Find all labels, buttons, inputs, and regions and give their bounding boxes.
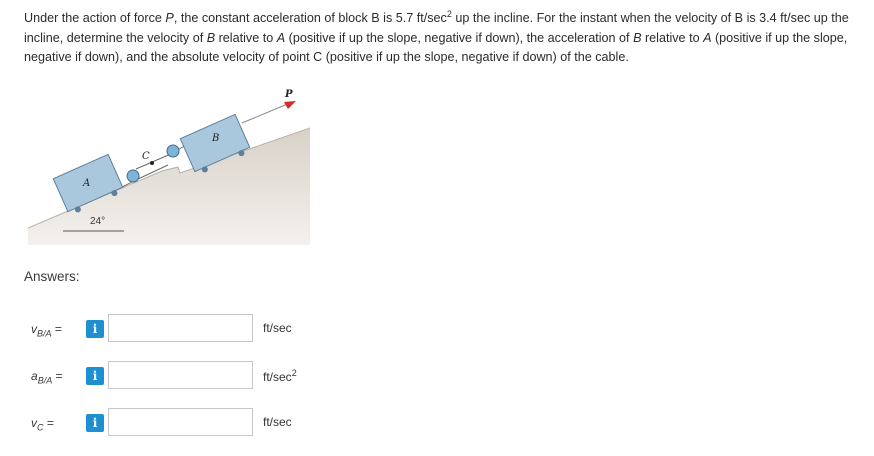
- answer-row-v-c: [0, 407, 874, 439]
- force-p-label: P: [285, 89, 293, 100]
- force-p-arrow: [284, 101, 296, 109]
- unit-label-v-c: ft/sec: [263, 415, 292, 429]
- block-b-label: B: [212, 133, 220, 144]
- answer-label-a-b-a: $a_{B/A}$ =: [31, 369, 63, 386]
- pulley-upper: [167, 145, 179, 157]
- point-c: [150, 161, 154, 165]
- info-icon[interactable]: i: [86, 367, 104, 385]
- force-p-line: [242, 103, 290, 123]
- answer-row-a-b-a: [0, 360, 874, 392]
- answer-row-v-b-a: [0, 313, 874, 345]
- answer-label-v-b-a: $v_{B/A}$ =: [31, 322, 62, 339]
- point-c-label: C: [142, 151, 150, 162]
- info-icon[interactable]: i: [86, 414, 104, 432]
- question-text: Under the action of force P, the constant acceleration of block B is 5.7 $ft/\sec^2$ up the incline. For the instant when the velocity of B is 3.4 ft/sec up the incline, determine the velocity of B relative to A (positive if up the slope, negative if down), the acceleration of B relative to A (positive if up the slope, negative if down), and the absolute velocity of point C (positive if up the slope, negative if down) of the cable.: [24, 8, 849, 64]
- unit-label-v-b-a: ft/sec: [263, 321, 292, 335]
- incline-diagram: [28, 85, 310, 245]
- answer-input-v-b-a[interactable]: [108, 314, 253, 342]
- answer-label-v-c: $v_C$ =: [31, 416, 54, 433]
- pulley-lower: [127, 170, 139, 182]
- answer-input-a-b-a[interactable]: [108, 361, 253, 389]
- block-a-label: A: [83, 178, 91, 189]
- unit-label-a-b-a: $ft/\sec^2$: [263, 368, 297, 384]
- incline-figure: [28, 85, 310, 245]
- answer-input-v-c[interactable]: [108, 408, 253, 436]
- answers-heading: Answers:: [24, 269, 80, 284]
- info-icon[interactable]: i: [86, 320, 104, 338]
- angle-label: 24°: [90, 216, 106, 227]
